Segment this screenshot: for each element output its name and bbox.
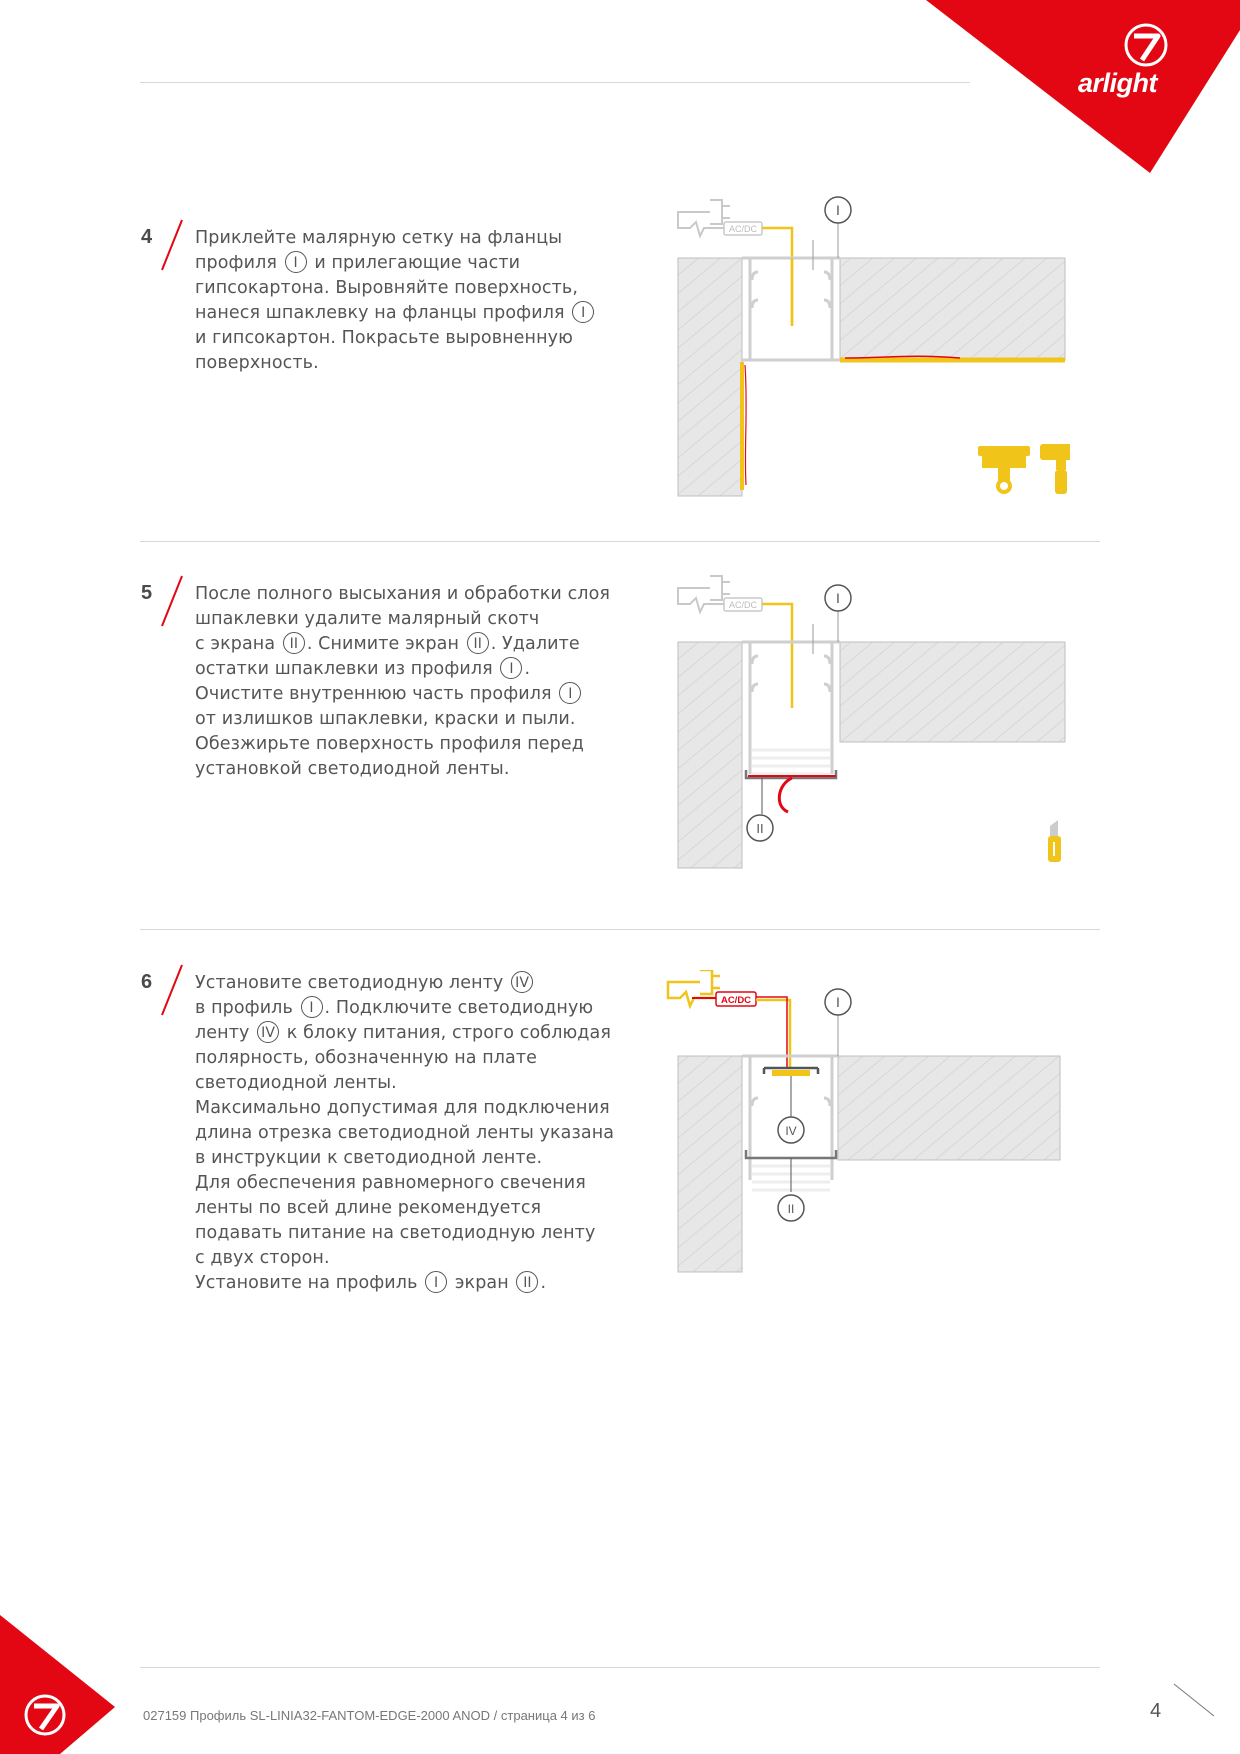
text-segment: установкой светодиодной ленты. <box>195 759 510 779</box>
text-line <box>195 971 635 996</box>
section-divider <box>140 541 1100 542</box>
text-line <box>195 1221 635 1246</box>
utility-knife-icon <box>1048 820 1061 862</box>
text-line <box>195 276 635 301</box>
footer-document-info: 027159 Профиль SL-LINIA32-FANTOM-EDGE-2000 ANOD / страница 4 из 6 <box>143 1708 596 1723</box>
wall-left <box>678 642 742 868</box>
plug-icon <box>678 576 730 612</box>
text-line <box>195 326 635 351</box>
text-segment: в профиль <box>195 998 299 1018</box>
step-number: 4 <box>141 226 153 248</box>
spatula-icon <box>978 446 1030 492</box>
ceiling-drywall <box>840 642 1065 742</box>
step-number: 6 <box>141 971 153 993</box>
text-segment: к блоку питания, строго соблюдая <box>281 1023 611 1043</box>
text-segment: Очистите внутреннюю часть профиля <box>195 684 558 704</box>
step-6-text <box>195 971 635 1296</box>
text-line <box>195 757 635 782</box>
power-supply-label: AC/DC <box>720 995 752 1006</box>
text-line <box>195 1096 635 1121</box>
text-line <box>195 1146 635 1171</box>
callout-label: I <box>836 202 840 218</box>
step-slash-icon <box>158 963 188 1017</box>
text-line <box>195 582 635 607</box>
text-line <box>195 1196 635 1221</box>
text-segment: После полного высыхания и обработки слоя <box>195 584 611 604</box>
brand-name: arlight <box>1078 68 1158 98</box>
callout-label: I <box>836 590 840 606</box>
step-slash-icon <box>158 574 188 628</box>
paint-roller-icon <box>1040 444 1070 494</box>
text-segment: от излишков шпаклевки, краски и пыли. <box>195 709 576 729</box>
text-line <box>195 732 635 757</box>
text-segment: профиля <box>195 253 283 273</box>
text-segment: Для обеспечения равномерного свечения <box>195 1173 586 1193</box>
text-segment: Приклейте малярную сетку на фланцы <box>195 228 563 248</box>
text-line <box>195 632 635 657</box>
text-line <box>195 226 635 251</box>
text-line <box>195 707 635 732</box>
text-segment: . <box>540 1273 547 1293</box>
component-reference-badge: I <box>301 996 323 1018</box>
page-number: 4 <box>1150 1700 1162 1722</box>
text-segment: полярность, обозначенную на плате <box>195 1048 538 1068</box>
component-reference-badge: I <box>572 301 594 323</box>
step-4-diagram <box>670 190 1070 500</box>
text-segment: с экрана <box>195 634 281 654</box>
text-segment: гипсокартона. Выровняйте поверхность, <box>195 278 578 298</box>
text-line <box>195 1246 635 1271</box>
text-segment: Обезжирьте поверхность профиля перед <box>195 734 584 754</box>
text-line <box>195 607 635 632</box>
step-slash-icon <box>158 218 188 272</box>
text-segment: Установите на профиль <box>195 1273 424 1293</box>
component-reference-badge: I <box>500 657 522 679</box>
component-reference-badge: I <box>559 682 581 704</box>
text-line <box>195 996 635 1021</box>
text-line <box>195 1071 635 1096</box>
text-segment: шпаклевки удалите малярный скотч <box>195 609 540 629</box>
text-segment: и гипсокартон. Покрасьте выровненную <box>195 328 573 348</box>
wall-left <box>678 1056 742 1272</box>
text-line <box>195 682 635 707</box>
component-reference-badge: I <box>425 1271 447 1293</box>
callout-label: II <box>787 1202 795 1216</box>
ceiling-drywall <box>838 1056 1060 1160</box>
text-segment: остатки шпаклевки из профиля <box>195 659 499 679</box>
text-line <box>195 1046 635 1071</box>
section-divider <box>140 929 1100 930</box>
component-reference-badge: II <box>467 632 489 654</box>
callout-label: I <box>836 994 840 1010</box>
text-segment: . <box>524 659 531 679</box>
text-segment: и прилегающие части <box>308 253 521 273</box>
text-segment: . Удалите <box>490 634 580 654</box>
text-line <box>195 1121 635 1146</box>
ceiling-drywall <box>840 258 1065 360</box>
text-segment: Установите светодиодную ленту <box>195 973 510 993</box>
diffuser-screen <box>746 1150 836 1158</box>
component-reference-badge: IV <box>511 971 533 993</box>
light-glow <box>752 750 830 774</box>
text-segment: светодиодной ленты. <box>195 1073 397 1093</box>
callout-label: IV <box>785 1124 797 1138</box>
step-5-text <box>195 582 635 782</box>
text-line <box>195 251 635 276</box>
text-segment: в инструкции к светодиодной ленте. <box>195 1148 543 1168</box>
text-line <box>195 301 635 326</box>
footer-rule <box>140 1667 1100 1668</box>
brand-corner-bottom <box>0 1615 120 1754</box>
text-segment: экран <box>449 1273 515 1293</box>
top-rule <box>140 82 970 83</box>
text-line <box>195 1021 635 1046</box>
power-supply-label: AC/DC <box>728 600 758 610</box>
step-6-diagram <box>660 970 1070 1290</box>
wall-left <box>678 258 742 496</box>
text-segment: нанеся шпаклевку на фланцы профиля <box>195 303 571 323</box>
power-supply-label: AC/DC <box>728 224 758 234</box>
component-reference-badge: II <box>283 632 305 654</box>
step-5-diagram <box>670 574 1070 874</box>
text-line <box>195 351 635 376</box>
component-reference-badge: II <box>516 1271 538 1293</box>
text-segment: ленту <box>195 1023 256 1043</box>
step-number: 5 <box>141 582 153 604</box>
plug-icon <box>678 200 730 236</box>
text-segment: с двух сторон. <box>195 1248 330 1268</box>
text-line <box>195 657 635 682</box>
text-segment: . Подключите светодиодную <box>324 998 594 1018</box>
text-segment: ленты по всей длине рекомендуется <box>195 1198 542 1218</box>
text-segment: Максимально допустимая для подключения <box>195 1098 610 1118</box>
text-line <box>195 1271 635 1296</box>
plug-icon <box>668 970 720 1006</box>
step-4-text <box>195 226 635 376</box>
callout-label: II <box>756 821 764 836</box>
text-segment: . Снимите экран <box>306 634 465 654</box>
text-segment: поверхность. <box>195 353 319 373</box>
page-corner-slash <box>1170 1680 1220 1720</box>
text-segment: подавать питание на светодиодную ленту <box>195 1223 596 1243</box>
text-segment: длина отрезка светодиодной ленты указана <box>195 1123 615 1143</box>
text-line <box>195 1171 635 1196</box>
component-reference-badge: I <box>285 251 307 273</box>
component-reference-badge: IV <box>257 1021 279 1043</box>
